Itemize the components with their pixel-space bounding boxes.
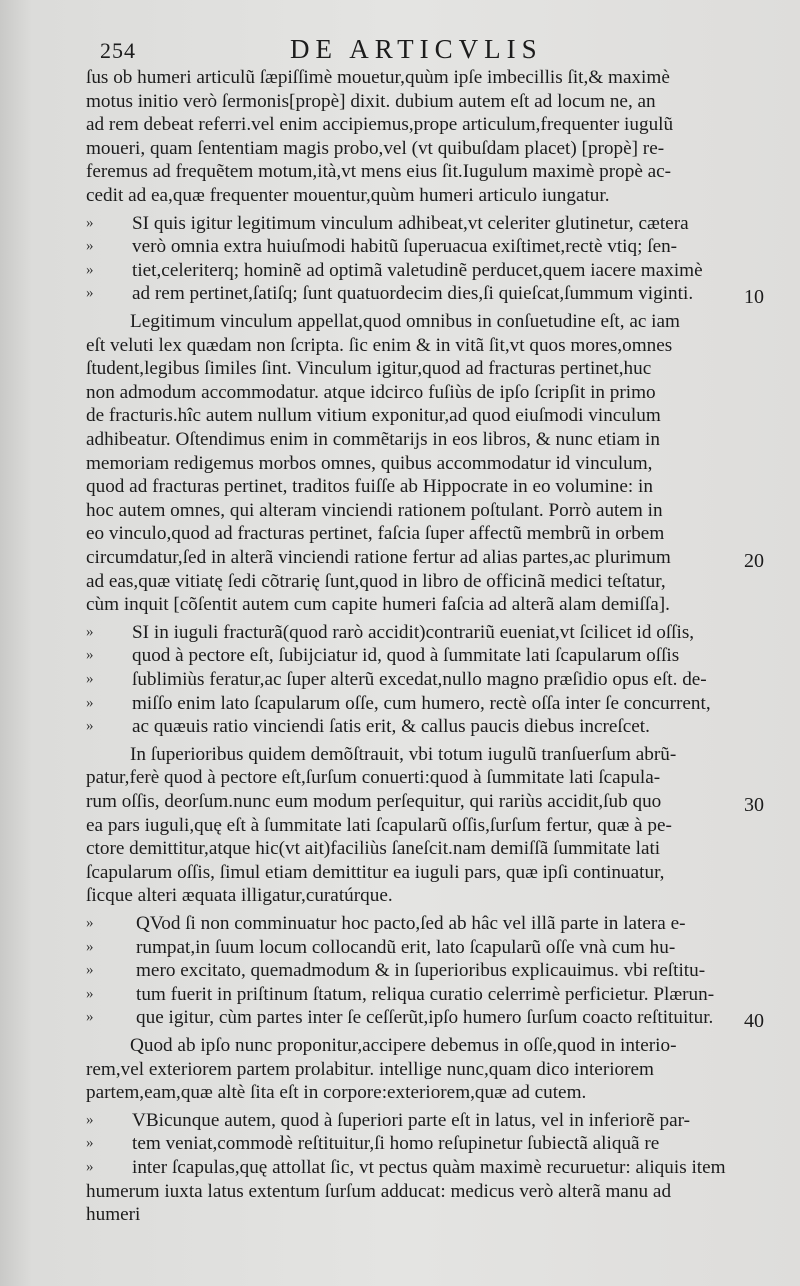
text-line: mero excitato, quemadmodum & in ſuperioribus explicauimus. vbi reſtitu- — [136, 960, 706, 982]
text-line: moueri, quam ſententiam magis probo,vel (vt quibuſdam placet) [propè] re- — [86, 137, 665, 159]
text-line: circumdatur,ſed in alterã vinciendi ratione fertur ad alias partes,ac plurimum — [86, 547, 671, 568]
text-line: rum oſſis, deorſum.nunc eum modum perſequitur, qui rariùs accidit,ſub quo — [86, 791, 662, 812]
quote-mark: » — [86, 962, 94, 979]
text-line: motus initio verò ſermonis[propè] dixit. dubium autem eſt ad locum ne, an — [86, 90, 656, 112]
quote-mark: » — [86, 1009, 94, 1026]
text-line: feremus ad frequẽtem motum,ità,vt mens eius ſit.Iugulum maximè propè ac- — [86, 161, 672, 183]
margin-line-number: 30 — [744, 794, 764, 816]
text-line: patur,ferè quod à pectore eſt,ſurſum conuerti:quod à ſummitate lati ſcapula- — [86, 767, 661, 789]
text-line: de fracturis.hîc autem nullum vitium exponitur,ad quod eiuſmodi vinculum — [86, 405, 661, 427]
text-line: tum fuerit in priſtinum ſtatum, reliqua curatio celerrimè perficietur. Plærun- — [136, 983, 715, 1005]
text-line: que igitur, cùm partes inter ſe ceſſerũt,ipſo humero ſurſum coacto reſtituitur. — [136, 1007, 714, 1029]
text-line: ſtudent,legibus ſimiles ſint. Vinculum igitur,quod ad fracturas pertinet,huc — [86, 358, 652, 380]
text-line: ſublimiùs feratur,ac ſuper alterũ excedat,nullo magno præſidio opus eſt. de- — [132, 669, 707, 690]
quote-mark: » — [86, 238, 94, 255]
text-line: ctore demittitur,atque hic(vt ait)faciliùs ſaneſcit.nam demiſſã ſummitate lati — [86, 838, 661, 860]
text-line: ſcapularum oſſis, ſimul etiam demittitur ea iuguli pars, quæ ipſi continuatur, — [86, 861, 665, 883]
text-line: QVod ſi non comminuatur hoc pacto,ſed ab hâc vel illã parte in latera e- — [136, 913, 686, 934]
text-line: VBicunque autem, quod à ſuperiori parte eſt in latus, vel in inferiorẽ par- — [132, 1109, 691, 1131]
text-line: In ſuperioribus quidem demõſtrauit, vbi totum iugulũ tranſuerſum abrũ- — [130, 743, 677, 765]
text-line: eſt veluti lex quædam non ſcripta. ſic enim & in vitã ſit,vt quos mores,omnes — [86, 334, 673, 356]
text-line: ſicque alteri æquata illigatur,curatúrque. — [86, 885, 393, 907]
text-line: cedit ad ea,quæ frequenter mouentur,quùm humeri articulo iungatur. — [86, 185, 610, 206]
quote-mark: » — [86, 1135, 94, 1152]
text-line: tem veniat,commodè reſtituitur,ſi homo reſupinetur ſubiectã aliquã re — [132, 1133, 660, 1155]
text-line: Legitimum vinculum appellat,quod omnibus in conſuetudine eſt, ac iam — [130, 311, 680, 332]
text-line: humeri — [86, 1204, 141, 1226]
text-line: partem,eam,quæ altè ſita eſt in corpore:exteriorem,quæ ad cutem. — [86, 1082, 587, 1104]
quote-mark: » — [86, 985, 94, 1002]
margin-line-number: 10 — [744, 286, 764, 309]
quote-mark: » — [86, 938, 94, 955]
margin-line-number: 20 — [744, 550, 764, 572]
quote-mark: » — [86, 694, 94, 711]
text-line: non admodum accommodatur. atque idcirco fuſiùs de ipſo ſcripſit in primo — [86, 381, 656, 403]
quote-mark: » — [86, 1159, 94, 1175]
quote-mark: » — [86, 261, 94, 278]
page-number: 254 — [100, 38, 136, 63]
text-line: memoriam redigemus morbos omnes, quibus accommodatur id vinculum, — [86, 452, 653, 474]
quote-mark: » — [86, 647, 94, 664]
text-line: humerum iuxta latus extentum ſurſum adducat: medicus verò alterã manu ad — [86, 1180, 672, 1202]
quote-mark: » — [86, 671, 94, 687]
text-line: quod ad fracturas pertinet, traditos fuiſſe ab Hippocrate in eo volumine: in — [86, 476, 653, 498]
running-head: DE ARTICVLIS — [290, 34, 543, 64]
text-line: tiet,celeriterq; hominẽ ad optimã valetudinẽ perducet,quem iacere maximè — [132, 259, 703, 281]
text-line: ac quæuis ratio vinciendi ſatis erit, & callus paucis diebus increſcet. — [132, 716, 650, 738]
quote-mark: » — [86, 285, 94, 302]
text-line: verò omnia extra huiuſmodi habitũ ſuperuacua exiſtimet,rectè vtiq; ſen- — [132, 236, 678, 258]
text-line: ea pars iuguli,quę eſt à ſummitate lati ſcapularũ oſſis,ſurſum fertur, quæ à pe- — [86, 814, 672, 836]
text-line: rumpat,in ſuum locum collocandũ erit, lato ſcapularũ oſſe vnà cum hu- — [136, 936, 676, 958]
text-line: ſus ob humeri articulũ ſæpiſſimè mouetur,quùm ipſe imbecillis ſit,& maximè — [86, 67, 670, 88]
text-line: SI in iuguli fracturã(quod rarò accidit)contrariũ eueniat,vt ſcilicet id oſſis, — [132, 621, 695, 643]
text-line: miſſo enim lato ſcapularum oſſe, cum humero, rectè oſſa inter ſe concurrent, — [132, 692, 711, 714]
text-line: SI quis igitur legitimum vinculum adhibeat,vt celeriter glutinetur, cætera — [132, 212, 689, 234]
margin-line-number: 40 — [744, 1010, 764, 1033]
text-line: hoc autem omnes, qui alteram vinciendi rationem poſtulant. Porrò autem in — [86, 499, 663, 521]
text-line: cùm inquit [cõſentit autem cum capite humeri faſcia ad alterã alam demiſſa]. — [86, 594, 670, 616]
quote-mark: » — [86, 718, 94, 735]
text-line: ad rem pertinet,ſatiſq; ſunt quatuordecim dies,ſi quieſcat,ſummum viginti. — [132, 283, 694, 305]
quote-mark: » — [86, 214, 94, 231]
quote-mark: » — [86, 623, 94, 640]
text-line: ad eas,quæ vitiatę ſedi cõtrarię ſunt,quod in libro de officinã medici teſtatur, — [86, 570, 666, 592]
text-line: rem,vel exteriorem partem prolabitur. intellige nunc,quam dico interiorem — [86, 1058, 654, 1080]
quote-mark: » — [86, 1111, 94, 1128]
text-line: quod à pectore eſt, ſubijciatur id, quod à ſummitate lati ſcapularum oſſis — [132, 645, 680, 667]
text-line: eo vinculo,quod ad fracturas pertinet, faſcia ſuper affectũ membrũ in orbem — [86, 523, 665, 545]
text-line: ad rem debeat referri.vel enim accipiemus,prope articulum,frequenter iugulũ — [86, 114, 674, 136]
quote-mark: » — [86, 915, 94, 931]
text-line: inter ſcapulas,quę attollat ſic, vt pectus quàm maximè recuruetur: aliquis item — [132, 1157, 726, 1178]
text-line: Quod ab ipſo nunc proponitur,accipere debemus in oſſe,quod in interio- — [130, 1035, 677, 1056]
text-line: adhibeatur. Oſtendimus enim in commẽtarijs in eos libros, & nunc etiam in — [86, 429, 660, 450]
